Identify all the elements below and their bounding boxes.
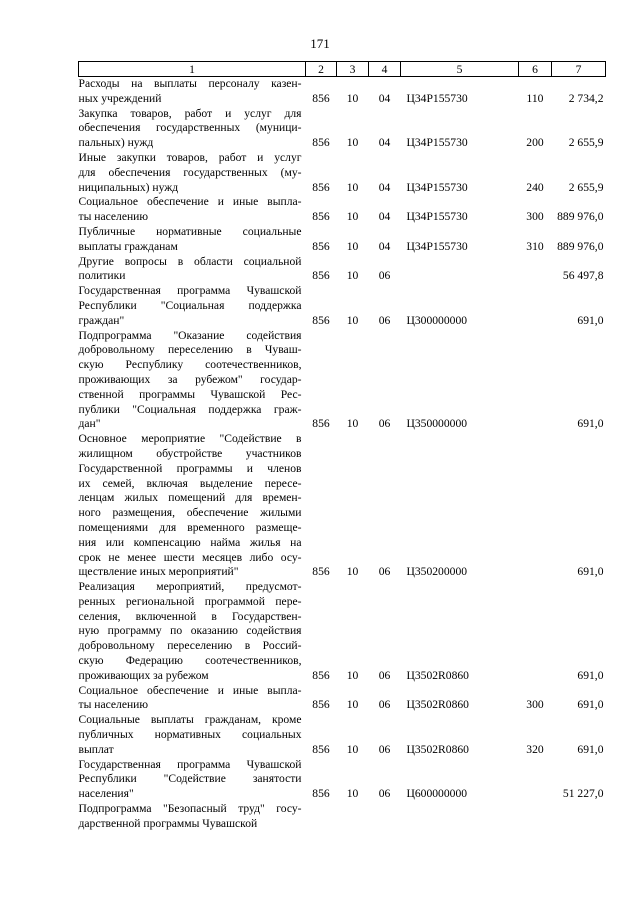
ministry-code	[306, 802, 337, 832]
amount: 691,0	[577, 698, 604, 712]
target-article: Ц300000000	[406, 313, 468, 327]
row-name-line: ты населению	[78, 210, 149, 224]
row-name-line: Реализация мероприятий, предусмот-	[78, 580, 302, 594]
ministry-code: 856	[312, 136, 330, 150]
row-name-line: Государственной программы и членов	[78, 461, 302, 475]
target-article	[401, 255, 519, 285]
row-name-line: Расходы на выплаты персоналу казен-	[78, 77, 302, 90]
table-row	[79, 255, 606, 285]
ministry-code: 856	[312, 239, 330, 253]
expense-type: 110	[526, 91, 544, 105]
target-article: Ц34Р155730	[406, 91, 468, 105]
target-article: Ц34Р155730	[406, 210, 468, 224]
ministry-code: 856	[312, 313, 330, 327]
amount: 2 655,9	[568, 180, 604, 194]
header-col-1: 1	[79, 62, 306, 77]
expense-type	[519, 432, 552, 580]
row-name-line: ниципальных) нужд	[78, 180, 179, 194]
section-code: 10	[346, 698, 359, 712]
target-article: Ц3502R0860	[406, 668, 469, 682]
row-name-line: Государственная программа Чувашской	[78, 757, 302, 771]
amount: 2 734,2	[568, 91, 604, 105]
ministry-code: 856	[312, 787, 330, 801]
row-name-line: ную программу по оказанию содействия	[78, 624, 302, 638]
expense-type	[519, 758, 552, 802]
row-name	[79, 107, 306, 151]
subsection-code: 06	[378, 742, 391, 756]
section-code: 10	[346, 313, 359, 327]
row-name-line: дарственной программы Чувашской	[78, 816, 258, 830]
amount: 889 976,0	[557, 210, 604, 224]
amount: 691,0	[577, 313, 604, 327]
row-name-line: скую Федерацию соотечественников,	[78, 654, 302, 668]
table-row	[79, 580, 606, 684]
row-name-line: их семей, включая выделение пересе-	[78, 476, 302, 490]
row-name-line: обеспечения государственных (муници-	[78, 121, 302, 135]
table-row	[79, 432, 606, 580]
row-name	[79, 284, 306, 328]
row-name	[79, 151, 306, 195]
header-col-5: 5	[401, 62, 519, 77]
row-name	[79, 195, 306, 225]
row-name-line: Социальное обеспечение и иные выпла-	[78, 683, 302, 697]
target-article: Ц350000000	[406, 417, 468, 431]
header-col-7: 7	[552, 62, 606, 77]
row-name-line: добровольному переселению в Россий-	[78, 639, 302, 653]
subsection-code: 06	[378, 787, 391, 801]
row-name-line: Закупка товаров, работ и услуг для	[78, 106, 302, 120]
row-name-line: населения"	[78, 787, 134, 801]
row-name-line: выплаты гражданам	[78, 239, 178, 253]
expense-type: 200	[526, 136, 544, 150]
row-name-line: добровольному переселению в Чуваш-	[78, 343, 302, 357]
expense-type: 320	[526, 742, 544, 756]
row-name-line: Республики "Содействие занятости	[78, 772, 302, 786]
row-name-line: публичных нормативных социальных	[78, 728, 302, 742]
section-code: 10	[346, 136, 359, 150]
header-col-4: 4	[369, 62, 401, 77]
row-name-line: проживающих за рубежом" государ-	[78, 372, 302, 386]
table-row	[79, 225, 606, 255]
table-row	[79, 329, 606, 433]
row-name-line: срок не менее шести месяцев либо осу-	[78, 550, 302, 564]
section-code: 10	[346, 269, 359, 283]
table-row	[79, 284, 606, 328]
expense-type	[519, 802, 552, 832]
section-code: 10	[346, 565, 359, 579]
expense-type: 310	[526, 239, 544, 253]
row-name-line: жилищном обустройстве участников	[78, 446, 302, 460]
expense-type	[519, 284, 552, 328]
row-name	[79, 684, 306, 714]
amount: 51 227,0	[562, 787, 604, 801]
section-code: 10	[346, 91, 359, 105]
row-name-line: Подпрограмма "Оказание содействия	[78, 328, 302, 342]
row-name-line: ренных региональной программой пере-	[78, 594, 302, 608]
row-name-line: Республики "Социальная поддержка	[78, 298, 302, 312]
row-name-line: Социальные выплаты гражданам, кроме	[78, 713, 302, 727]
subsection-code	[369, 802, 401, 832]
subsection-code: 06	[378, 668, 391, 682]
row-name-line: пальных) нужд	[78, 136, 154, 150]
section-code: 10	[346, 787, 359, 801]
table-row	[79, 195, 606, 225]
table-row	[79, 77, 606, 107]
expense-type	[519, 255, 552, 285]
row-name-line: Публичные нормативные социальные	[78, 224, 302, 238]
row-name	[79, 802, 306, 832]
row-name-line: Подпрограмма "Безопасный труд" госу-	[78, 802, 302, 816]
expense-type: 240	[526, 180, 544, 194]
row-name	[79, 580, 306, 684]
target-article: Ц3502R0860	[406, 742, 469, 756]
subsection-code: 06	[378, 417, 391, 431]
target-article: Ц34Р155730	[406, 136, 468, 150]
row-name	[79, 225, 306, 255]
amount: 56 497,8	[562, 269, 604, 283]
row-name	[79, 758, 306, 802]
expense-type	[519, 329, 552, 433]
amount	[552, 802, 606, 832]
target-article: Ц34Р155730	[406, 180, 468, 194]
row-name-line: Социальное обеспечение и иные выпла-	[78, 195, 302, 209]
row-name	[79, 713, 306, 757]
table-row	[79, 684, 606, 714]
ministry-code: 856	[312, 417, 330, 431]
ministry-code: 856	[312, 180, 330, 194]
section-code: 10	[346, 239, 359, 253]
row-name-line: ты населению	[78, 698, 149, 712]
ministry-code: 856	[312, 742, 330, 756]
budget-table	[78, 61, 606, 832]
row-name-line: Иные закупки товаров, работ и услуг	[78, 150, 302, 164]
subsection-code: 06	[378, 698, 391, 712]
row-name-line: публики "Социальная поддержка граж-	[78, 402, 302, 416]
ministry-code: 856	[312, 91, 330, 105]
subsection-code: 04	[378, 91, 391, 105]
section-code: 10	[346, 180, 359, 194]
table-body	[79, 77, 606, 832]
target-article: Ц34Р155730	[406, 239, 468, 253]
target-article: Ц3502R0860	[406, 698, 469, 712]
section-code: 10	[346, 668, 359, 682]
row-name-line: помещениями для временного размеще-	[78, 520, 302, 534]
ministry-code: 856	[312, 565, 330, 579]
page-number: 171	[310, 36, 330, 51]
row-name-line: селения, включенной в Государствен-	[78, 609, 302, 623]
row-name-line: Другие вопросы в области социальной	[78, 254, 302, 268]
header-row	[79, 62, 606, 77]
row-name-line: граждан"	[78, 313, 125, 327]
row-name-line: ния или компенсацию найма жилья на	[78, 535, 302, 549]
expense-type: 300	[526, 698, 544, 712]
target-article: Ц600000000	[406, 787, 468, 801]
ministry-code: 856	[312, 698, 330, 712]
table-row	[79, 713, 606, 757]
table-row	[79, 802, 606, 832]
row-name	[79, 77, 306, 107]
ministry-code: 856	[312, 210, 330, 224]
ministry-code: 856	[312, 269, 330, 283]
row-name-line: Государственная программа Чувашской	[78, 284, 302, 298]
amount: 691,0	[577, 742, 604, 756]
amount: 691,0	[577, 417, 604, 431]
section-code	[337, 802, 369, 832]
subsection-code: 06	[378, 269, 391, 283]
subsection-code: 06	[378, 313, 391, 327]
section-code: 10	[346, 742, 359, 756]
table-row	[79, 151, 606, 195]
row-name-line: Основное мероприятие "Содействие в	[78, 432, 302, 446]
subsection-code: 04	[378, 210, 391, 224]
amount: 691,0	[577, 668, 604, 682]
amount: 2 655,9	[568, 136, 604, 150]
table-row	[79, 107, 606, 151]
amount: 889 976,0	[557, 239, 604, 253]
row-name	[79, 329, 306, 433]
target-article: Ц350200000	[406, 565, 468, 579]
header-col-3: 3	[337, 62, 369, 77]
row-name-line: ного размещения, обеспечение жилыми	[78, 506, 302, 520]
expense-type: 300	[526, 210, 544, 224]
amount: 691,0	[577, 565, 604, 579]
header-col-2: 2	[306, 62, 337, 77]
header-col-6: 6	[519, 62, 552, 77]
row-name-line: проживающих за рубежом	[78, 668, 209, 682]
section-code: 10	[346, 417, 359, 431]
row-name	[79, 255, 306, 285]
row-name-line: политики	[78, 269, 126, 283]
row-name-line: для обеспечения государственных (му-	[78, 165, 302, 179]
target-article	[401, 802, 519, 832]
subsection-code: 06	[378, 565, 391, 579]
row-name-line: выплат	[78, 742, 114, 756]
row-name-line: скую Республику соотечественников,	[78, 358, 302, 372]
row-name-line: ных учреждений	[78, 91, 162, 105]
subsection-code: 04	[378, 180, 391, 194]
subsection-code: 04	[378, 239, 391, 253]
row-name-line: дан"	[78, 417, 101, 431]
subsection-code: 04	[378, 136, 391, 150]
expense-type	[519, 580, 552, 684]
table-row	[79, 758, 606, 802]
ministry-code: 856	[312, 668, 330, 682]
row-name-line: ленцам жилых помещений для времен-	[78, 491, 302, 505]
row-name-line: ственной программы Чувашской Рес-	[78, 387, 302, 401]
section-code: 10	[346, 210, 359, 224]
row-name-line: ществление иных мероприятий"	[78, 565, 239, 579]
row-name	[79, 432, 306, 580]
